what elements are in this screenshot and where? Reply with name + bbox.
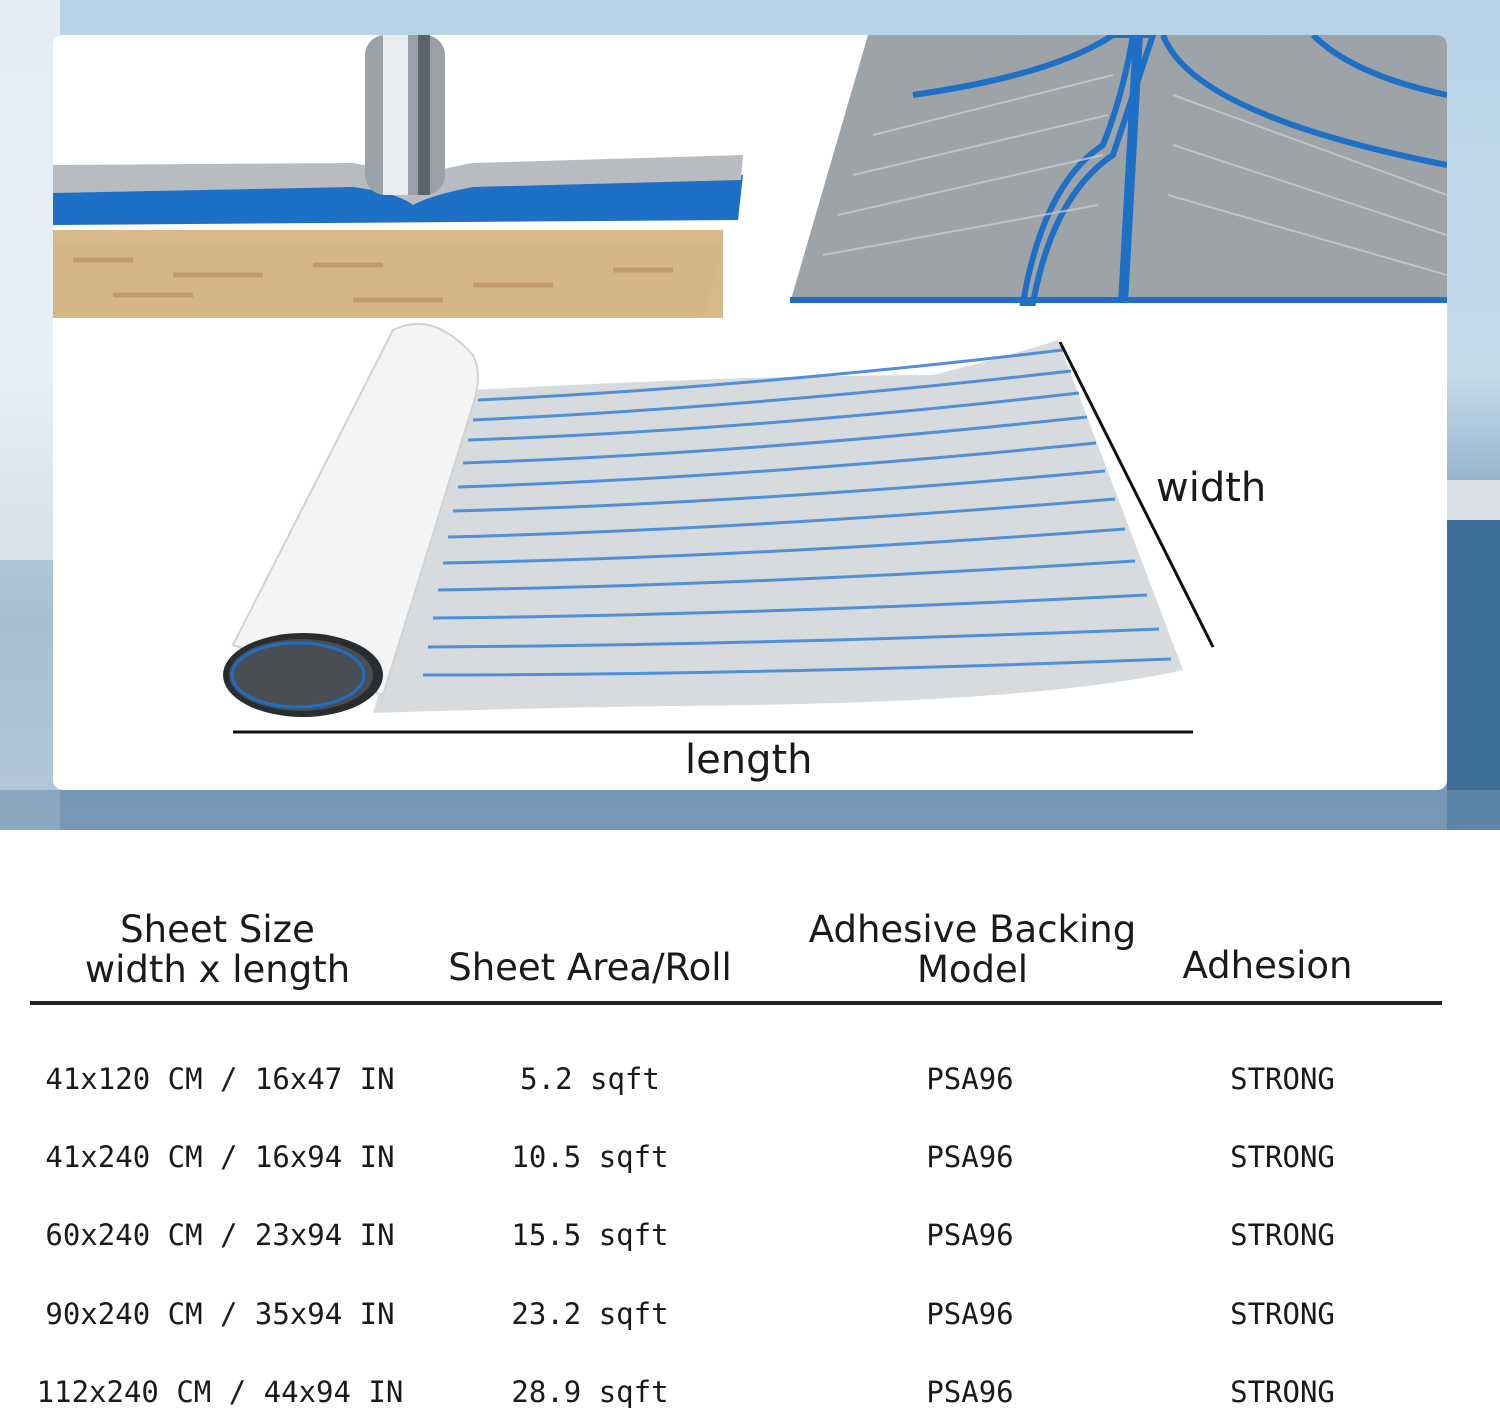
- size-spec-table: [0, 830, 1500, 1412]
- table-cell: PSA96: [926, 1297, 1014, 1331]
- length-label: length: [685, 737, 813, 783]
- header-line: Model: [916, 948, 1029, 991]
- header-sheet-area: [420, 948, 760, 988]
- table-cell: 5.2 sqft: [520, 1062, 660, 1096]
- groove-detail-photo: [790, 35, 1447, 303]
- width-label: width: [1156, 465, 1267, 511]
- cross-section-photo: [53, 35, 743, 318]
- table-cell: 112x240 CM / 44x94 IN: [36, 1375, 404, 1409]
- table-cell: 90x240 CM / 35x94 IN: [45, 1297, 395, 1331]
- table-cell: PSA96: [926, 1218, 1014, 1252]
- table-cell: 10.5 sqft: [511, 1140, 669, 1174]
- table-cell: 28.9 sqft: [511, 1375, 669, 1409]
- product-card: [53, 35, 1447, 790]
- table-cell: STRONG: [1230, 1375, 1335, 1409]
- table-cell: 41x240 CM / 16x94 IN: [45, 1140, 395, 1174]
- header-line: Sheet Area/Roll: [448, 946, 732, 989]
- foam-roll-photo: [223, 324, 1183, 717]
- table-cell: PSA96: [926, 1375, 1014, 1409]
- table-cell: PSA96: [926, 1062, 1014, 1096]
- table-cell: 60x240 CM / 23x94 IN: [45, 1218, 395, 1252]
- header-adhesion: [1150, 946, 1385, 986]
- table-cell: 41x120 CM / 16x47 IN: [45, 1062, 395, 1096]
- header-line: Adhesive Backing: [808, 908, 1137, 951]
- table-cell: STRONG: [1230, 1218, 1335, 1252]
- header-line: width x length: [84, 948, 351, 991]
- table-cell: STRONG: [1230, 1062, 1335, 1096]
- table-cell: STRONG: [1230, 1140, 1335, 1174]
- header-line: Adhesion: [1182, 944, 1353, 987]
- table-cell: 15.5 sqft: [511, 1218, 669, 1252]
- header-line: Sheet Size: [120, 908, 315, 951]
- header-adhesive-model: [795, 910, 1150, 990]
- table-cell: STRONG: [1230, 1297, 1335, 1331]
- table-cell: 23.2 sqft: [511, 1297, 669, 1331]
- header-divider: [30, 1001, 1442, 1005]
- header-sheet-size: [40, 910, 395, 990]
- table-cell: PSA96: [926, 1140, 1014, 1174]
